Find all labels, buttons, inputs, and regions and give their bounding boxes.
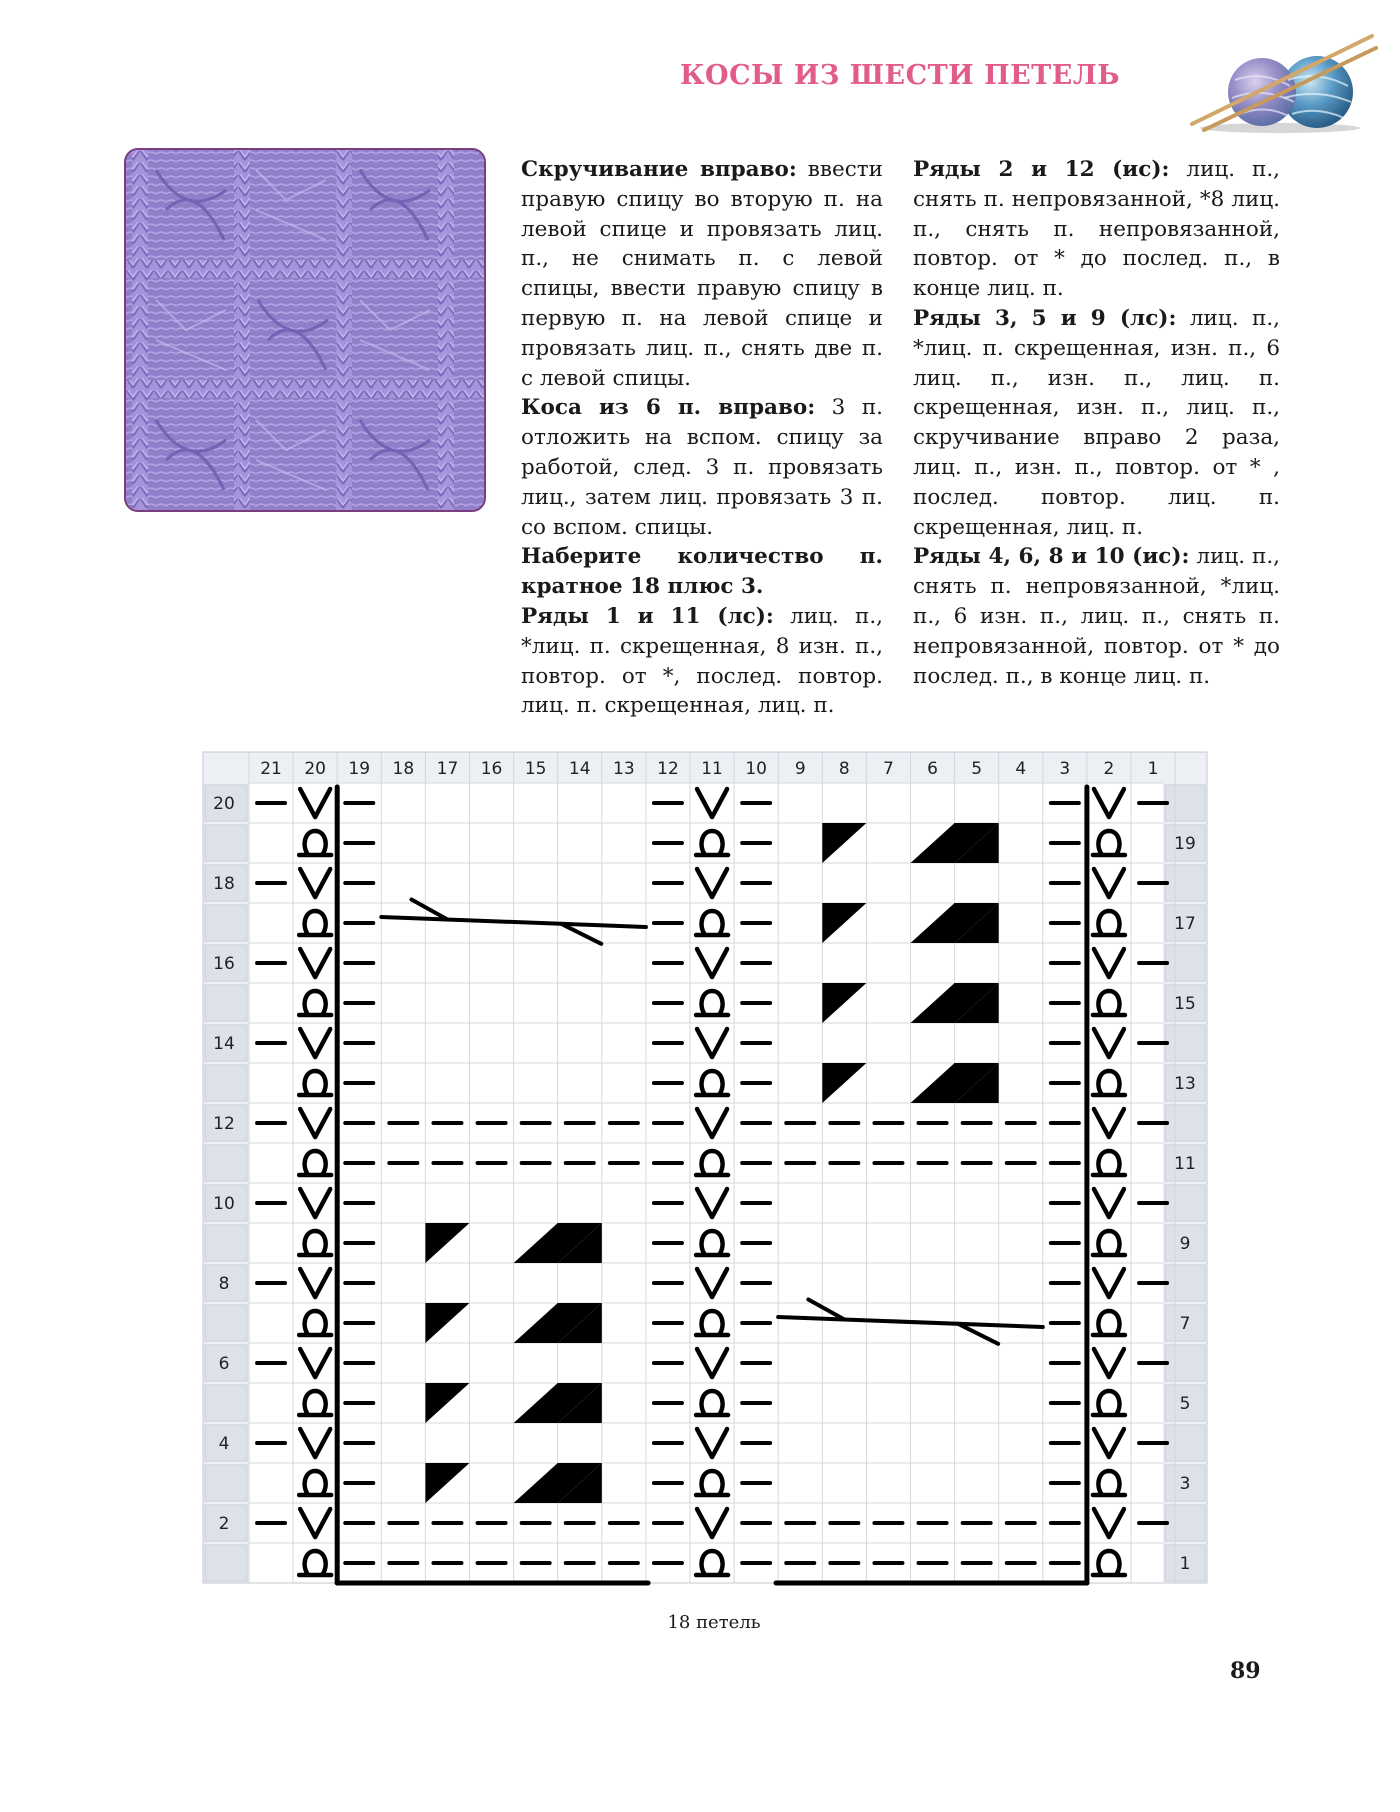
slip-stitch-symbol xyxy=(1094,1349,1124,1377)
slip-stitch-symbol xyxy=(697,869,727,897)
twisted-knit-symbol xyxy=(1093,911,1125,935)
row-number-right: 19 xyxy=(1174,834,1196,854)
twisted-knit-symbol xyxy=(1093,991,1125,1015)
slip-stitch-symbol xyxy=(1094,1509,1124,1537)
column-number: 8 xyxy=(838,759,850,779)
twisted-knit-symbol xyxy=(299,911,331,935)
slip-stitch-symbol xyxy=(697,1189,727,1217)
column-number: 10 xyxy=(745,759,767,779)
twisted-knit-symbol xyxy=(299,1551,331,1575)
slip-stitch-symbol xyxy=(1094,949,1124,977)
column-number: 15 xyxy=(524,759,547,779)
twist-right-symbol xyxy=(425,1463,469,1503)
slip-stitch-symbol xyxy=(300,1109,330,1137)
twisted-knit-symbol xyxy=(299,1311,331,1335)
slip-stitch-symbol xyxy=(697,1269,727,1297)
slip-stitch-symbol xyxy=(300,869,330,897)
rows-3-5-9-text: лиц. п., *лиц. п. скрещенная, изн. п., 6 лиц. п., изн. п., лиц. п. скрещенная, изн. п., лиц. п., скручивание вправо 2 раза, лиц. п., изн. п., повтор. от * , послед. повтор. лиц. п. скрещенная, лиц. п. xyxy=(913,305,1281,540)
twisted-knit-symbol xyxy=(1093,1151,1125,1175)
slip-stitch-symbol xyxy=(1094,789,1124,817)
row-number-left: 16 xyxy=(213,954,235,974)
twisted-knit-symbol xyxy=(696,1551,728,1575)
column-number: 14 xyxy=(568,759,591,779)
row-number-left: 20 xyxy=(213,794,235,814)
rows-1-11-text: лиц. п., *лиц. п. скрещенная, 8 изн. п., повтор. от *, послед. повтор. лиц. п. скрещенная, лиц. п. xyxy=(521,603,883,719)
slip-stitch-symbol xyxy=(300,1189,330,1217)
row-number-right: 9 xyxy=(1179,1234,1191,1254)
page-number: 89 xyxy=(1230,1658,1261,1684)
twisted-knit-symbol xyxy=(696,1071,728,1095)
column-number: 4 xyxy=(1015,759,1027,779)
row-number-left: 14 xyxy=(213,1034,235,1054)
twisted-knit-symbol xyxy=(1093,1311,1125,1335)
twisted-knit-symbol xyxy=(696,1151,728,1175)
twisted-knit-symbol xyxy=(299,1071,331,1095)
twisted-knit-symbol xyxy=(1093,1471,1125,1495)
twisted-knit-symbol xyxy=(1093,1071,1125,1095)
row-number-right: 15 xyxy=(1174,994,1196,1014)
cast-on-text: Наберите количество п. кратное 18 плюс 3. xyxy=(521,544,883,600)
slip-stitch-symbol xyxy=(697,789,727,817)
twisted-knit-symbol xyxy=(696,1231,728,1255)
row-number-right: 5 xyxy=(1179,1394,1191,1414)
slip-stitch-symbol xyxy=(697,1429,727,1457)
slip-stitch-symbol xyxy=(1094,1429,1124,1457)
twisted-knit-symbol xyxy=(696,991,728,1015)
column-number: 6 xyxy=(927,759,938,779)
twisted-knit-symbol xyxy=(299,1151,331,1175)
column-number: 1 xyxy=(1147,759,1159,779)
column-number: 16 xyxy=(480,759,503,779)
slip-stitch-symbol xyxy=(1094,1109,1124,1137)
slip-stitch-symbol xyxy=(300,1509,330,1537)
slip-stitch-symbol xyxy=(697,949,727,977)
column-number: 18 xyxy=(392,759,415,779)
row-number-left: 6 xyxy=(218,1354,230,1374)
slip-stitch-symbol xyxy=(300,949,330,977)
column-number: 20 xyxy=(304,759,326,779)
twisted-knit-symbol xyxy=(696,1311,728,1335)
twist-right-symbol xyxy=(425,1383,469,1423)
repeat-caption: 18 петель xyxy=(667,1612,761,1633)
twisted-knit-symbol xyxy=(299,1391,331,1415)
twist-right-symbol xyxy=(822,983,866,1023)
rows-1-11-label: Ряды 1 и 11 (лс): xyxy=(521,603,774,629)
slip-stitch-symbol xyxy=(697,1509,727,1537)
slip-stitch-symbol xyxy=(697,1029,727,1057)
row-number-right: 17 xyxy=(1174,914,1196,934)
rows-2-12-text: лиц. п., снять п. непровязанной, *8 лиц. п., снять п. непровязанной, повтор. от * до послед. п., в конце лиц. п. xyxy=(913,157,1280,302)
twisted-knit-symbol xyxy=(1093,831,1125,855)
twist-right-symbol xyxy=(425,1303,469,1343)
row-number-right: 11 xyxy=(1174,1154,1196,1174)
rows-2-12-label: Ряды 2 и 12 (ис): xyxy=(913,157,1170,182)
twisted-knit-symbol xyxy=(696,911,728,935)
column-number: 5 xyxy=(971,759,983,779)
column-number: 9 xyxy=(794,759,806,779)
twisted-knit-symbol xyxy=(696,1471,728,1495)
twisted-knit-symbol xyxy=(1093,1231,1125,1255)
row-number-right: 1 xyxy=(1179,1554,1191,1574)
twisted-knit-symbol xyxy=(696,831,728,855)
row-number-left: 8 xyxy=(218,1274,230,1294)
cable-text: 3 п. отложить на вспом. спицу за работой, след. 3 п. провязать лиц., затем лиц. провязать 3 п. со вспом. спицы. xyxy=(521,395,883,540)
cable-label: Коса из 6 п. вправо: xyxy=(521,395,816,421)
row-number-left: 10 xyxy=(213,1194,235,1214)
row-number-right: 3 xyxy=(1179,1474,1191,1494)
column-number: 13 xyxy=(613,759,635,779)
twisted-knit-symbol xyxy=(1093,1391,1125,1415)
slip-stitch-symbol xyxy=(697,1109,727,1137)
row-number-right: 13 xyxy=(1174,1074,1196,1094)
column-number: 7 xyxy=(883,759,894,779)
slip-stitch-symbol xyxy=(300,789,330,817)
twist-right-text: ввести правую спицу во вторую п. на левой спице и провязать лиц. п., не снимать п. с левой спицы, ввести правую спицу в первую п. на левой спице и провязать лиц. п., снять две п. с левой спицы. xyxy=(521,157,883,391)
twist-right-symbol xyxy=(822,903,866,943)
column-number: 11 xyxy=(701,759,723,779)
row-number-left: 2 xyxy=(218,1514,230,1534)
rows-4-6-8-10-text: лиц. п., снять п. непровязанной, *лиц. п., 6 изн. п., лиц. п., снять п. непровязанной, повтор. от * до послед. п., в конце лиц. п. xyxy=(913,544,1280,689)
column-number: 19 xyxy=(348,759,371,779)
slip-stitch-symbol xyxy=(697,1349,727,1377)
slip-stitch-symbol xyxy=(1094,1029,1124,1057)
twisted-knit-symbol xyxy=(1093,1551,1125,1575)
slip-stitch-symbol xyxy=(1094,1269,1124,1297)
row-number-left: 18 xyxy=(213,874,235,894)
slip-stitch-symbol xyxy=(300,1349,330,1377)
row-number-right: 7 xyxy=(1179,1314,1191,1334)
twisted-knit-symbol xyxy=(299,991,331,1015)
column-number: 3 xyxy=(1059,759,1071,779)
twisted-knit-symbol xyxy=(299,831,331,855)
column-number: 21 xyxy=(260,759,282,779)
twist-right-symbol xyxy=(822,823,866,863)
column-number: 12 xyxy=(657,759,679,779)
page-title: КОСЫ ИЗ ШЕСТИ ПЕТЕЛЬ xyxy=(679,60,1120,91)
twisted-knit-symbol xyxy=(299,1231,331,1255)
twist-right-symbol xyxy=(822,1063,866,1103)
twisted-knit-symbol xyxy=(696,1391,728,1415)
slip-stitch-symbol xyxy=(1094,1189,1124,1217)
twisted-knit-symbol xyxy=(299,1471,331,1495)
row-number-left: 4 xyxy=(218,1434,230,1454)
rows-3-5-9-label: Ряды 3, 5 и 9 (лс): xyxy=(913,305,1177,331)
column-number: 17 xyxy=(436,759,459,779)
slip-stitch-symbol xyxy=(300,1429,330,1457)
row-number-left: 12 xyxy=(213,1114,235,1134)
twist-right-label: Скручивание вправо: xyxy=(521,157,797,182)
slip-stitch-symbol xyxy=(300,1269,330,1297)
rows-4-6-8-10-label: Ряды 4, 6, 8 и 10 (ис): xyxy=(913,544,1190,570)
slip-stitch-symbol xyxy=(300,1029,330,1057)
twist-right-symbol xyxy=(425,1223,469,1263)
slip-stitch-symbol xyxy=(1094,869,1124,897)
column-number: 2 xyxy=(1103,759,1115,779)
